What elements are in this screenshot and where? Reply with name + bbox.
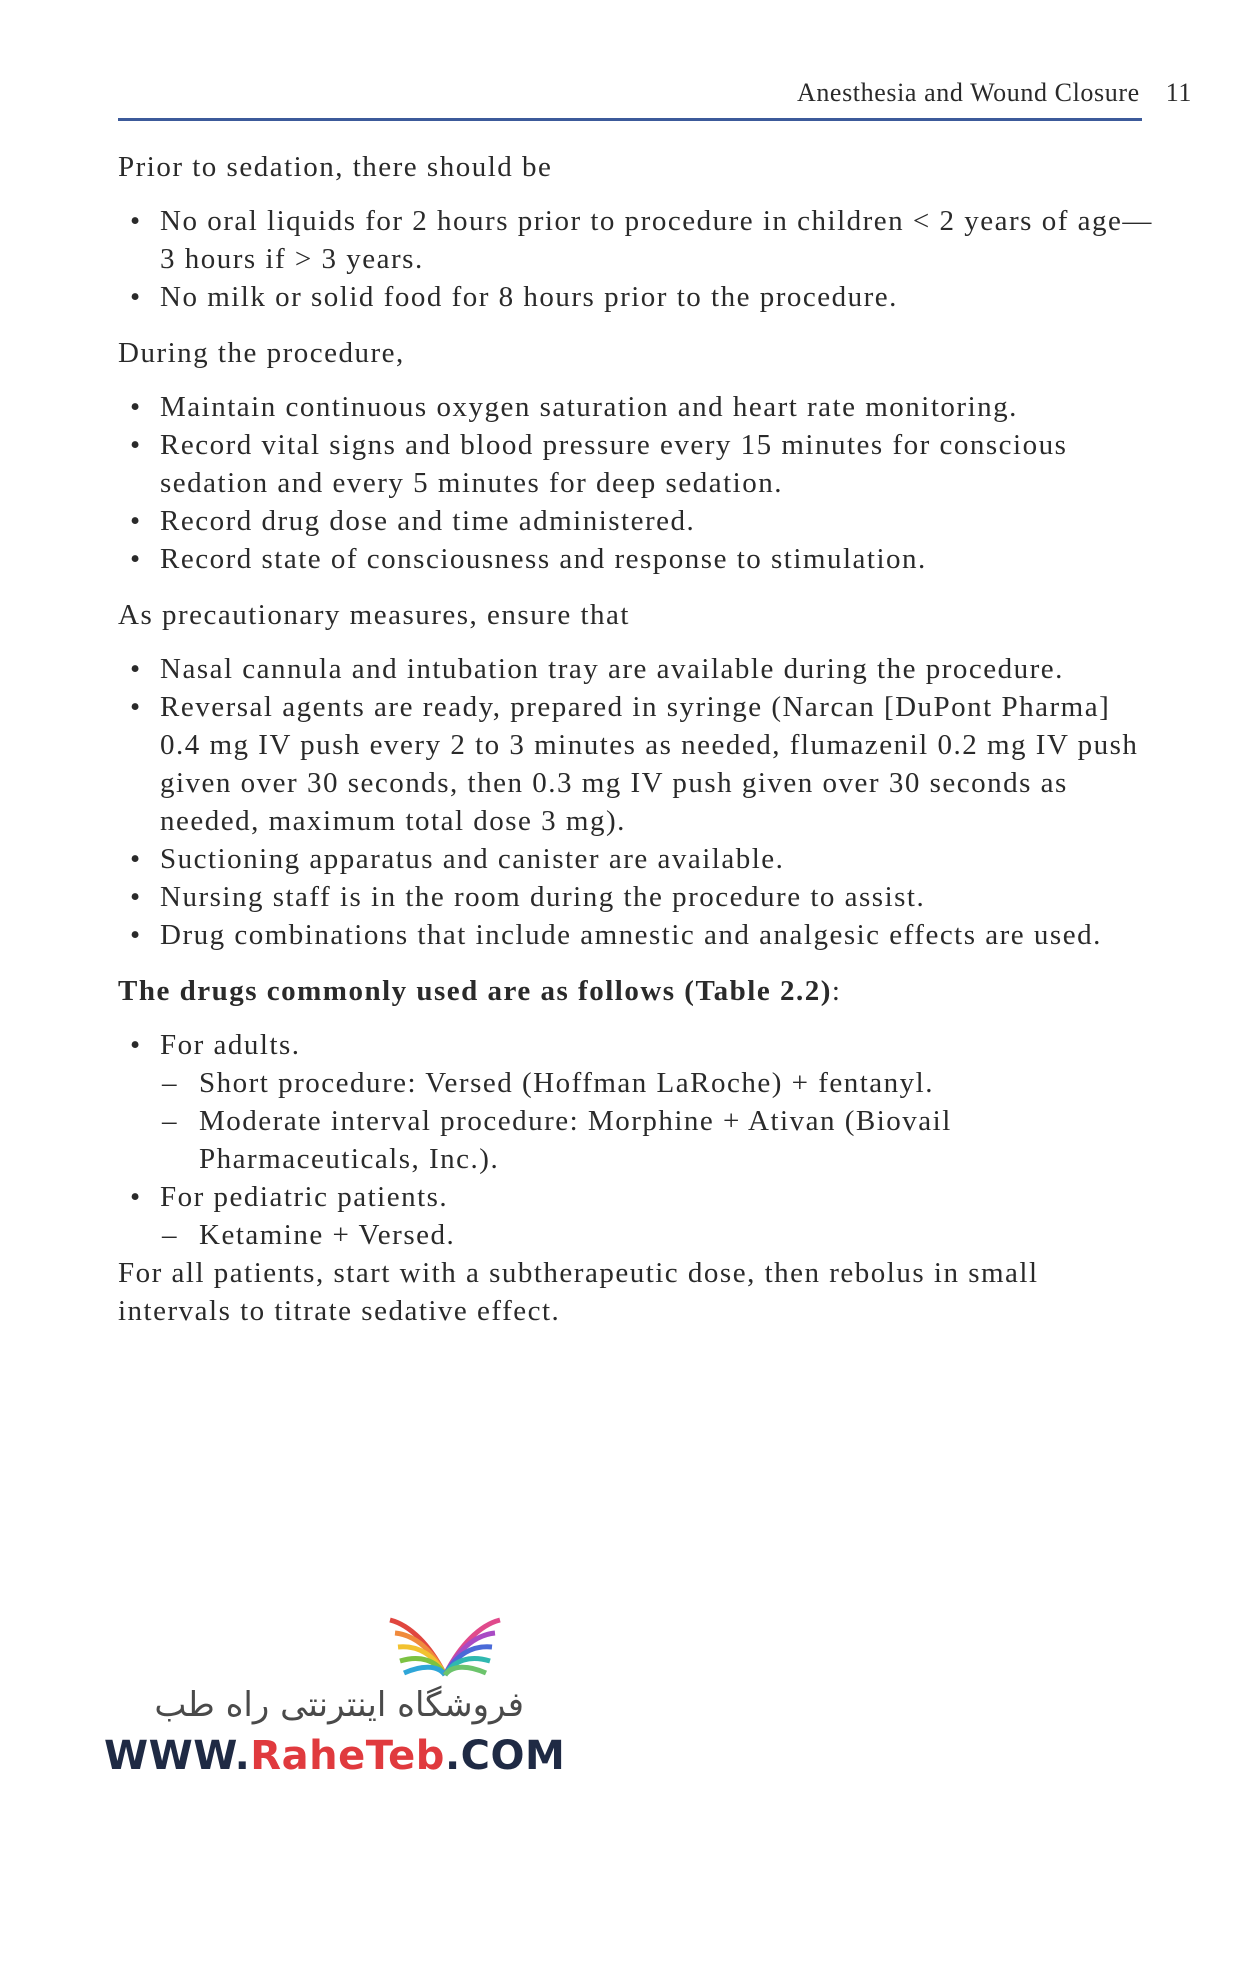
- list-item: • Maintain continuous oxygen saturation and heart rate monitoring.: [118, 388, 1153, 426]
- adults-label: For adults.: [160, 1029, 301, 1061]
- sublist-item: – Short procedure: Versed (Hoffman LaRoche) + fentanyl.: [160, 1064, 1153, 1102]
- sublist-adults: [160, 1064, 1153, 1178]
- body-text: [118, 140, 1153, 1330]
- list-during: [118, 388, 1153, 578]
- url-suffix: .COM: [444, 1733, 566, 1779]
- list-item: • No oral liquids for 2 hours prior to procedure in children < 2 years of age—3 hours if > 3 years.: [118, 202, 1153, 278]
- list-item-adults: [118, 1026, 1153, 1178]
- running-title: Anesthesia and Wound Closure: [796, 78, 1140, 107]
- list-prior: [118, 202, 1153, 316]
- paragraph-closing: For all patients, start with a subtherapeutic dose, then rebolus in small intervals to titrate sedative effect.: [118, 1257, 1039, 1327]
- pediatric-label: For pediatric patients.: [160, 1181, 449, 1213]
- header-rule: [118, 118, 1142, 121]
- list-item: • Nursing staff is in the room during the procedure to assist.: [118, 878, 1153, 916]
- watermark-logo: [100, 1605, 566, 1785]
- list-item: • Record state of consciousness and response to stimulation.: [118, 540, 1153, 578]
- drugs-heading: The drugs commonly used are as follows (Table 2.2): [118, 975, 832, 1007]
- paragraph-during: During the procedure,: [118, 337, 405, 369]
- sublist-item: – Moderate interval procedure: Morphine + Ativan (Biovail Pharmaceuticals, Inc.).: [160, 1102, 1153, 1178]
- paragraph-prior: Prior to sedation, there should be: [118, 151, 553, 183]
- list-item: • Reversal agents are ready, prepared in syringe (Narcan [DuPont Pharma] 0.4 mg IV push every 2 to 3 minutes as needed, flumazenil 0.2 mg IV push given over 30 seconds, then 0.3 mg IV push given over 30 seconds as needed, maximum total dose 3 mg).: [118, 688, 1153, 840]
- drugs-heading-colon: :: [831, 975, 842, 1007]
- url-prefix: WWW.: [104, 1733, 251, 1779]
- list-item: • Suctioning apparatus and canister are available.: [118, 840, 1153, 878]
- list-item: • No milk or solid food for 8 hours prior to the procedure.: [118, 278, 1153, 316]
- list-item: • Record drug dose and time administered.: [118, 502, 1153, 540]
- list-drugs: [118, 1026, 1153, 1254]
- list-item: • Nasal cannula and intubation tray are available during the procedure.: [118, 650, 1153, 688]
- sublist-pediatric: [160, 1216, 1153, 1254]
- watermark-persian-text: فروشگاه اینترنتی راه طب: [154, 1685, 524, 1725]
- open-book-icon: [370, 1605, 520, 1685]
- paragraph-precaution: As precautionary measures, ensure that: [118, 599, 630, 631]
- running-header: [118, 78, 1192, 108]
- paragraph-drugs: [118, 972, 1153, 1010]
- list-item-pediatric: [118, 1178, 1153, 1254]
- list-item: • Drug combinations that include amnestic and analgesic effects are used.: [118, 916, 1153, 954]
- list-item: • Record vital signs and blood pressure every 15 minutes for conscious sedation and every 5 minutes for deep sedation.: [118, 426, 1153, 502]
- watermark-url: [104, 1733, 565, 1779]
- url-brand: RaheTeb: [250, 1733, 445, 1779]
- page-number: 11: [1165, 78, 1192, 107]
- list-precaution: [118, 650, 1153, 954]
- sublist-item: – Ketamine + Versed.: [160, 1216, 1153, 1254]
